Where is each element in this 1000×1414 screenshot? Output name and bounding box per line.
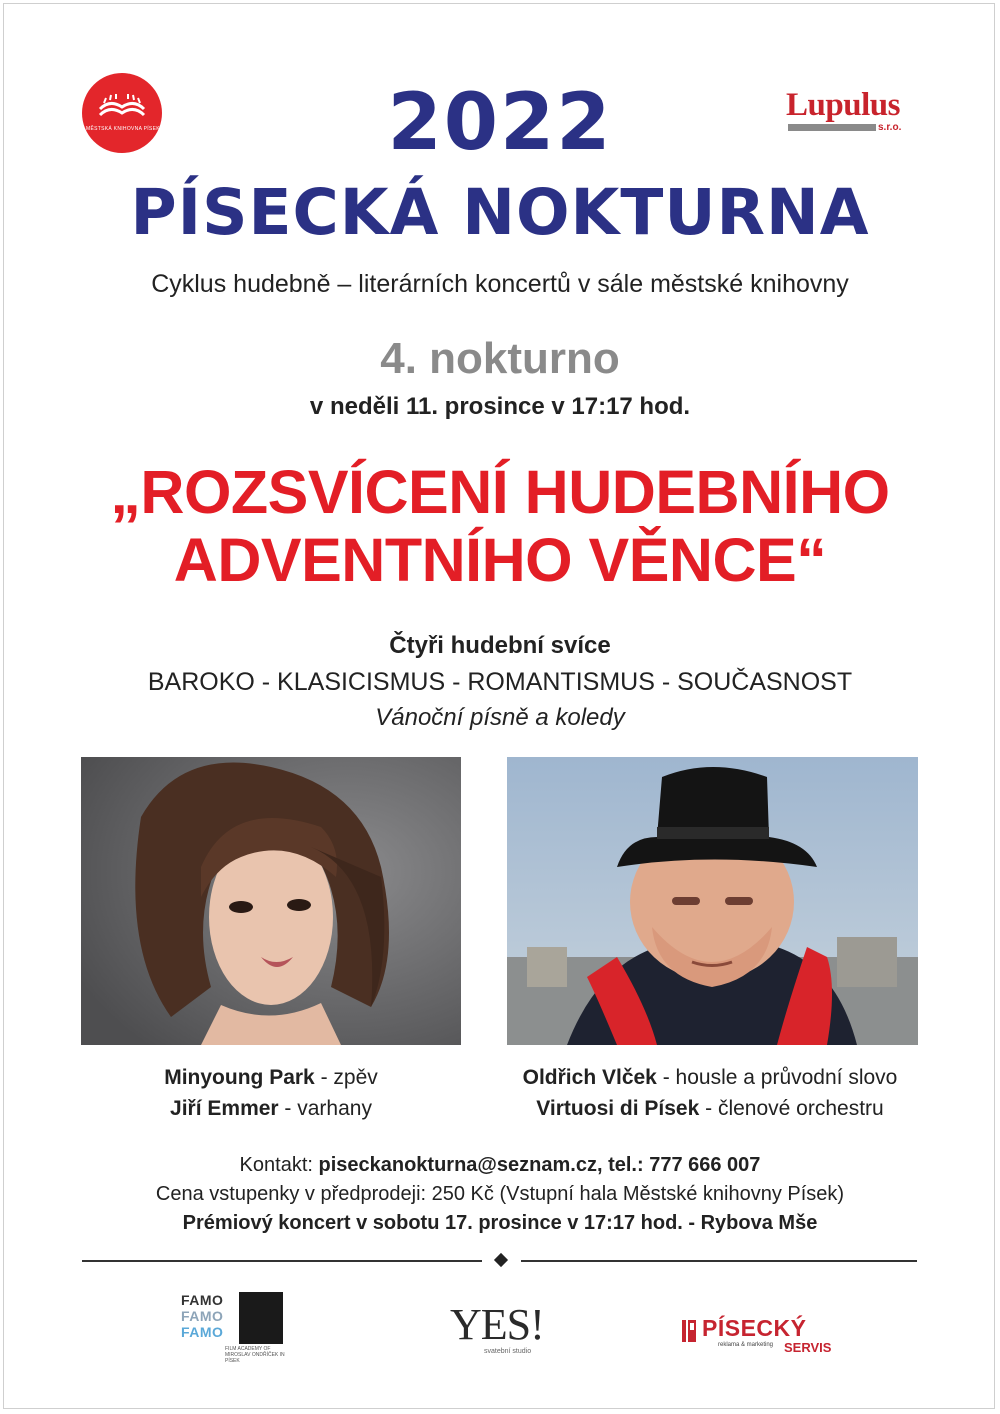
performers-left xyxy=(81,1062,461,1124)
performer-name: Virtuosi di Písek xyxy=(536,1097,700,1120)
performers-right xyxy=(470,1062,950,1124)
singer-portrait-image xyxy=(81,757,461,1045)
premium-concert: Prémiový koncert v sobotu 17. prosince v 17:17 hod. - Rybova Mše xyxy=(182,1212,818,1234)
pisecky-servis-logo xyxy=(682,1315,842,1359)
performer-name: Jiří Emmer xyxy=(170,1097,279,1120)
yes-logo-subtitle: svatební studio xyxy=(484,1348,532,1355)
famo-box xyxy=(239,1292,283,1344)
lupulus-name: Lupulus xyxy=(786,87,900,123)
singer-photo xyxy=(81,757,461,1045)
pisecky-servis-icon xyxy=(682,1320,696,1342)
lupulus-sro: s.r.o. xyxy=(878,122,902,133)
violinist-photo xyxy=(507,757,918,1045)
performer-row xyxy=(470,1062,950,1093)
famo-subtitle: FILM ACADEMY OF MIROSLAV ONDŘÍČEK IN PÍSEK xyxy=(225,1346,285,1364)
contact-block xyxy=(0,1151,1000,1238)
divider-left xyxy=(82,1260,482,1262)
performer-name: Oldřich Vlček xyxy=(522,1066,657,1089)
pisecky-name: PÍSECKÝ xyxy=(702,1315,807,1341)
year: 2022 xyxy=(387,78,613,168)
performer-row xyxy=(81,1062,461,1093)
library-logo-text: MĚSTSKÁ KNIHOVNA PÍSEK xyxy=(86,126,160,132)
performer-role: - housle a průvodní slovo xyxy=(656,1066,898,1089)
performer-role: - zpěv xyxy=(314,1066,378,1089)
yes-logo-text: YES! xyxy=(450,1300,544,1349)
concert-title-line2: ADVENTNÍHO VĚNCE“ xyxy=(173,526,827,594)
contact-label: Kontakt: xyxy=(239,1154,319,1176)
performer-row xyxy=(81,1093,461,1124)
performer-role: - členové orchestru xyxy=(699,1097,884,1120)
concert-title xyxy=(0,458,1000,594)
performer-role: - varhany xyxy=(278,1097,372,1120)
famo-word: FAMO xyxy=(181,1324,224,1340)
famo-word: FAMO xyxy=(181,1308,224,1324)
pisecky-tagline: reklama & marketing xyxy=(718,1342,774,1348)
carols-note: Vánoční písně a koledy xyxy=(375,704,625,731)
violinist-portrait-image xyxy=(507,757,918,1045)
ticket-price: Cena vstupenky v předprodeji: 250 Kč (Vstupní hala Městské knihovny Písek) xyxy=(155,1183,845,1205)
performer-row xyxy=(470,1093,950,1124)
performer-name: Minyoung Park xyxy=(164,1066,315,1089)
divider-right xyxy=(521,1260,917,1262)
pisecky-servis: SERVIS xyxy=(784,1340,832,1355)
series-title: PÍSECKÁ NOKTURNA xyxy=(130,176,870,249)
candles-heading: Čtyři hudební svíce xyxy=(389,632,611,659)
contact-details: piseckanokturna@seznam.cz, tel.: 777 666 007 xyxy=(318,1154,761,1176)
famo-logo xyxy=(181,1290,291,1370)
contact-line xyxy=(0,1151,1000,1180)
eras-list: BAROKO - KLASICISMUS - ROMANTISMUS - SOUČASNOST xyxy=(147,668,853,696)
famo-word: FAMO xyxy=(181,1292,224,1308)
yes-logo xyxy=(450,1300,560,1360)
concert-title-line1: „ROZSVÍCENÍ HUDEBNÍHO xyxy=(110,458,890,526)
series-subtitle: Cyklus hudebně – literárních koncertů v sále městské knihovny xyxy=(151,270,849,298)
nocturne-number: 4. nokturno xyxy=(380,334,620,383)
event-date: v neděli 11. prosince v 17:17 hod. xyxy=(309,393,691,420)
